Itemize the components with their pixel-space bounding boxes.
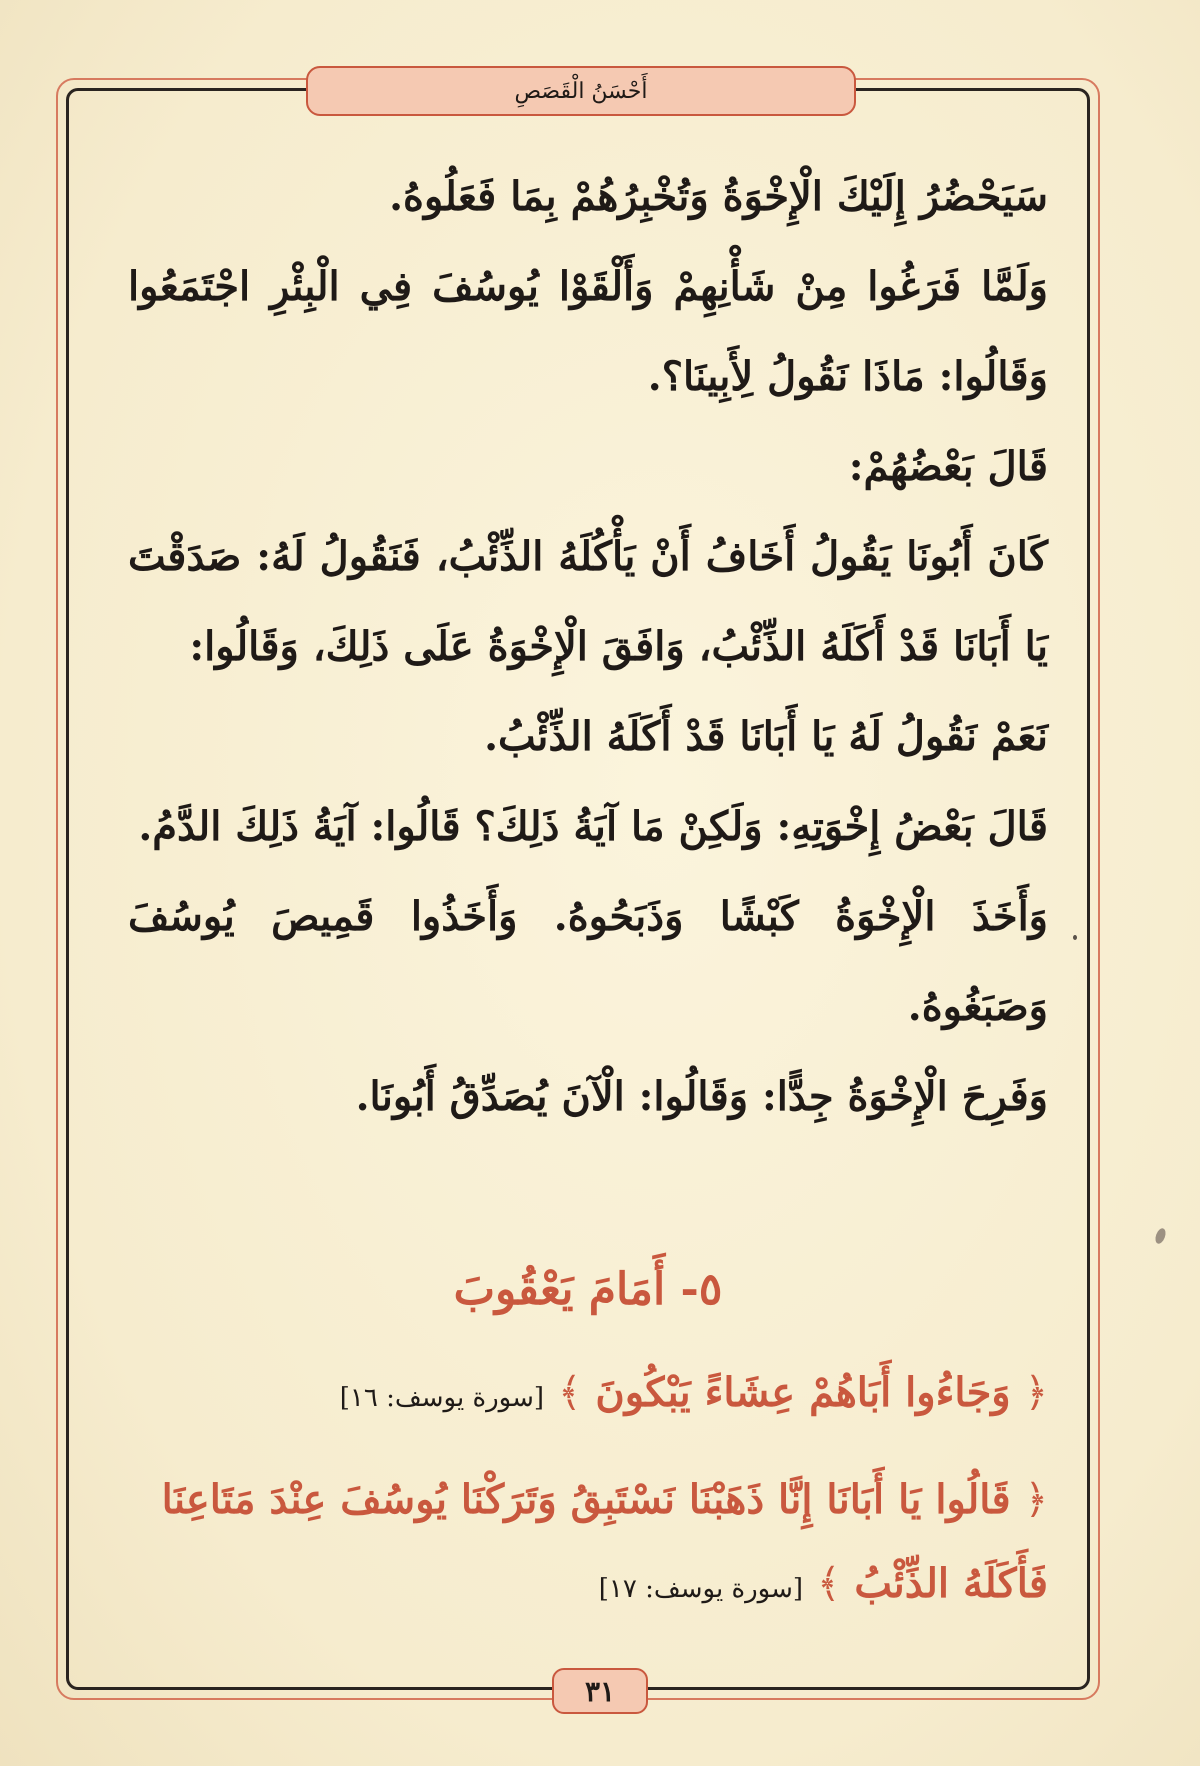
paragraph-8: وَفَرِحَ الْإِخْوَةُ جِدًّا: وَقَالُوا: الْآنَ يُصَدِّقُ أَبُونَا.	[355, 1073, 1048, 1120]
paragraph-2: وَلَمَّا فَرَغُوا مِنْ شَأْنِهِمْ وَأَلْقَوْا يُوسُفَ فِي الْبِئْرِ اجْتَمَعُوا وَقَالُوا: مَاذَا نَقُولُ لِأَبِينَا؟.	[128, 263, 1048, 400]
quran-verse-2	[128, 1458, 1048, 1631]
paragraph-7: وَأَخَذَ الْإِخْوَةُ كَبْشًا وَذَبَحُوهُ. وَأَخَذُوا قَمِيصَ يُوسُفَ وَصَبَغُوهُ.	[128, 893, 1048, 1030]
verse-close-bracket: ﴾	[557, 1370, 582, 1416]
verse-text: قَالُوا يَا أَبَانَا إِنَّا ذَهَبْنَا نَسْتَبِقُ وَتَرَكْنَا يُوسُفَ عِنْدَ مَتَاعِنَا فَأَكَلَهُ الذِّئْبُ	[161, 1476, 1048, 1607]
paragraph-6: قَالَ بَعْضُ إِخْوَتِهِ: وَلَكِنْ مَا آيَةُ ذَلِكَ؟ قَالُوا: آيَةُ ذَلِكَ الدَّمُ.	[138, 803, 1048, 850]
page-number: ٣١	[584, 1674, 616, 1708]
body-text	[128, 152, 1048, 1142]
paper-dot	[1073, 935, 1077, 940]
verse-text: وَجَاءُوا أَبَاهُمْ عِشَاءً يَبْكُونَ	[595, 1369, 1011, 1416]
paragraph-5: نَعَمْ نَقُولُ لَهُ يَا أَبَانَا قَدْ أَكَلَهُ الذِّئْبُ.	[484, 713, 1048, 760]
page-number-tab	[552, 1668, 648, 1714]
paragraph-4: كَانَ أَبُونَا يَقُولُ أَخَافُ أَنْ يَأْكُلَهُ الذِّئْبُ، فَنَقُولُ لَهُ: صَدَقْتَ يَا أَبَانَا قَدْ أَكَلَهُ الذِّئْبُ، وَافَقَ الْإِخْوَةُ عَلَى ذَلِكَ، وَقَالُوا:	[128, 533, 1048, 670]
paragraph-1: سَيَحْضُرُ إِلَيْكَ الْإِخْوَةُ وَتُخْبِرُهُمْ بِمَا فَعَلُوهُ.	[389, 173, 1048, 220]
paragraph-3: قَالَ بَعْضُهُمْ:	[848, 443, 1048, 490]
verse-open-bracket: ﴿	[1024, 1477, 1048, 1523]
section-before-jacob	[128, 1255, 1048, 1649]
verse-open-bracket: ﴿	[1024, 1370, 1048, 1416]
verse-reference: [سورة يوسف: ١٧]	[598, 1574, 804, 1604]
verse-reference: [سورة يوسف: ١٦]	[339, 1383, 545, 1413]
book-title: أَحْسَنُ الْقَصَصِ	[514, 78, 648, 104]
quran-verse-1	[128, 1351, 1048, 1440]
section-heading: ٥- أَمَامَ يَعْقُوبَ	[453, 1264, 723, 1315]
verse-close-bracket: ﴾	[816, 1561, 841, 1607]
running-header	[306, 66, 856, 116]
